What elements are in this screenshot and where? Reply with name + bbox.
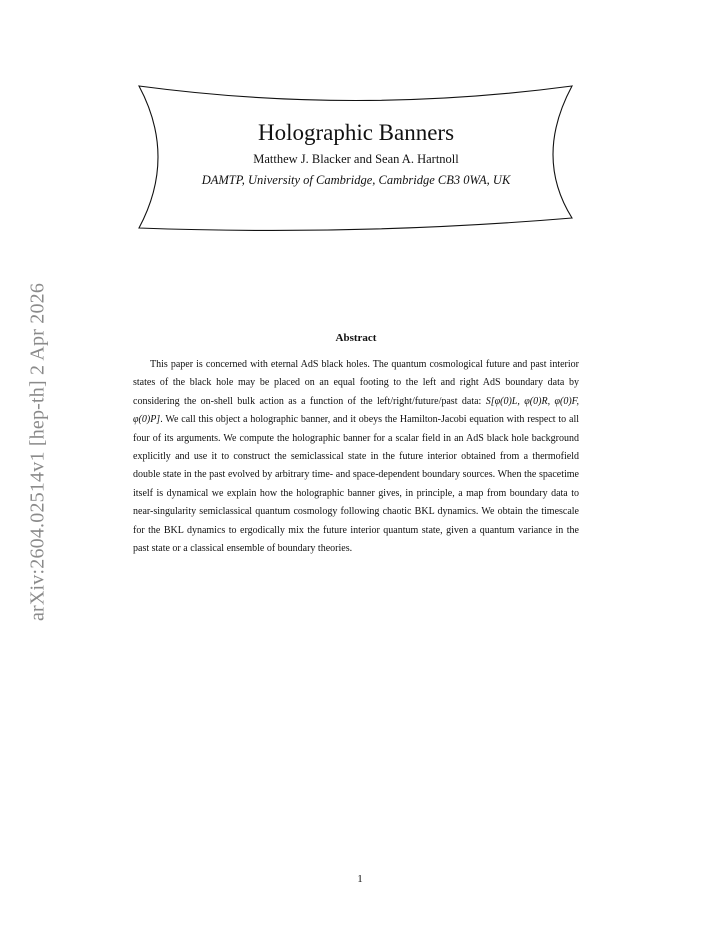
- abstract-math: S[φ(0)L, φ(0)R, φ(0)F, φ(0)P]: [133, 395, 579, 426]
- affiliation: DAMTP, University of Cambridge, Cambridge CB3 0WA, UK: [201, 173, 511, 187]
- authors: Matthew J. Blacker and Sean A. Hartnoll: [253, 152, 459, 166]
- arxiv-identifier[interactable]: arXiv:2604.02514v1 [hep-th] 2 Apr 2026: [26, 282, 49, 622]
- abstract-text-part1: This paper is concerned with eternal AdS black holes. The quantum cosmological future and past interior states of the black hole may be placed on an equal footing to the left and right AdS boundary data by considering the on-shell bulk action as a function of the left/right/future/past data:: [133, 359, 579, 407]
- paper-title: Holographic Banners: [257, 120, 455, 145]
- abstract-text-part2: . We call this object a holographic banner, and it obeys the Hamilton-Jacobi equation with respect to all four of its arguments. We compute the holographic banner for a scalar field in an AdS black hole background explicitly and use it to construct the semiclassical state in the future interior obtained from a thermofield double state in the past evolved by arbitrary time- and space-dependent boundary sources. When the spacetime itself is dynamical we explain how the holographic banner gives, in principle, a map from boundary data to near-singularity semiclassical quantum cosmology following chaotic BKL dynamics. We obtain the timescale for the BKL dynamics to ergodically mix the future interior quantum state, given a quantum variance in the past state or a classical ensemble of boundary theories.: [133, 414, 579, 555]
- abstract-heading: Abstract: [335, 332, 377, 344]
- title-block: [140, 118, 572, 190]
- page-number: 1: [357, 873, 363, 885]
- abstract-body: [133, 356, 579, 558]
